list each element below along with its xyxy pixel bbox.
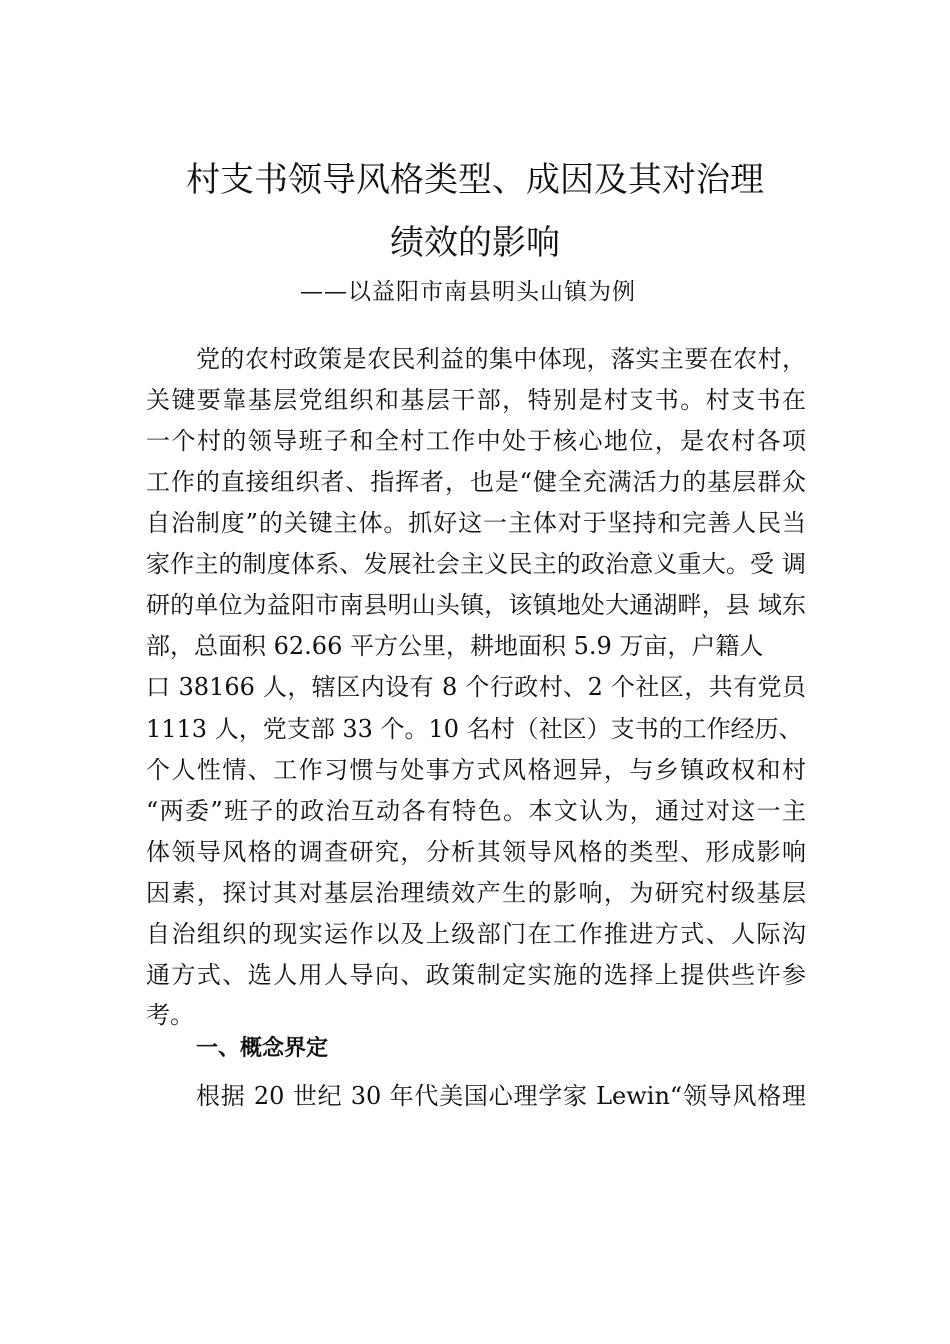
- paragraph-line: 个人性情、工作习惯与处事方式风格迥异，与乡镇政权和村: [146, 756, 806, 784]
- document-title-line-1: 村支书领导风格类型、成因及其对治理: [186, 160, 764, 200]
- paragraph-line: 党的农村政策是农民利益的集中体现，落实主要在农村，: [196, 345, 806, 373]
- paragraph-line: “两委”班子的政治互动各有特色。本文认为，通过对这一主: [146, 797, 806, 825]
- paragraph-line: 口 38166 人，辖区内设有 8 个行政村、2 个社区，共有党员: [146, 673, 806, 701]
- paragraph-line: 自治制度”的关键主体。抓好这一主体对于坚持和完善人民当: [146, 509, 806, 537]
- paragraph-line: 考。: [146, 1001, 194, 1029]
- paragraph-line: 根据 20 世纪 30 年代美国心理学家 Lewin“领导风格理: [196, 1082, 806, 1110]
- document-title-line-2: 绩效的影响: [390, 223, 560, 263]
- paragraph-line: 因素，探讨其对基层治理绩效产生的影响，为研究村级基层: [146, 879, 806, 907]
- paragraph-line: 部，总面积 62.66 平方公里，耕地面积 5.9 万亩，户籍人: [146, 632, 764, 660]
- paragraph-line: 自治组织的现实运作以及上级部门在工作推进方式、人际沟: [146, 920, 806, 948]
- paragraph-line: 1113 人，党支部 33 个。10 名村（社区）支书的工作经历、: [146, 715, 803, 743]
- paragraph-line: 研的单位为益阳市南县明山头镇，该镇地处大通湖畔，县 域东: [146, 591, 806, 619]
- paragraph-line: 一个村的领导班子和全村工作中处于核心地位，是农村各项: [146, 427, 806, 455]
- section-heading: 一、概念界定: [196, 1036, 329, 1061]
- document-subtitle: ——以益阳市南县明头山镇为例: [300, 279, 636, 305]
- paragraph-line: 工作的直接组织者、指挥者，也是“健全充满活力的基层群众: [146, 468, 806, 496]
- paragraph-line: 家作主的制度体系、发展社会主义民主的政治意义重大。受 调: [146, 550, 806, 578]
- paragraph-line: 关键要靠基层党组织和基层干部，特别是村支书。村支书在: [146, 386, 806, 414]
- paragraph-line: 通方式、选人用人导向、政策制定实施的选择上提供些许参: [146, 961, 806, 989]
- paragraph-line: 体领导风格的调查研究，分析其领导风格的类型、形成影响: [146, 838, 806, 866]
